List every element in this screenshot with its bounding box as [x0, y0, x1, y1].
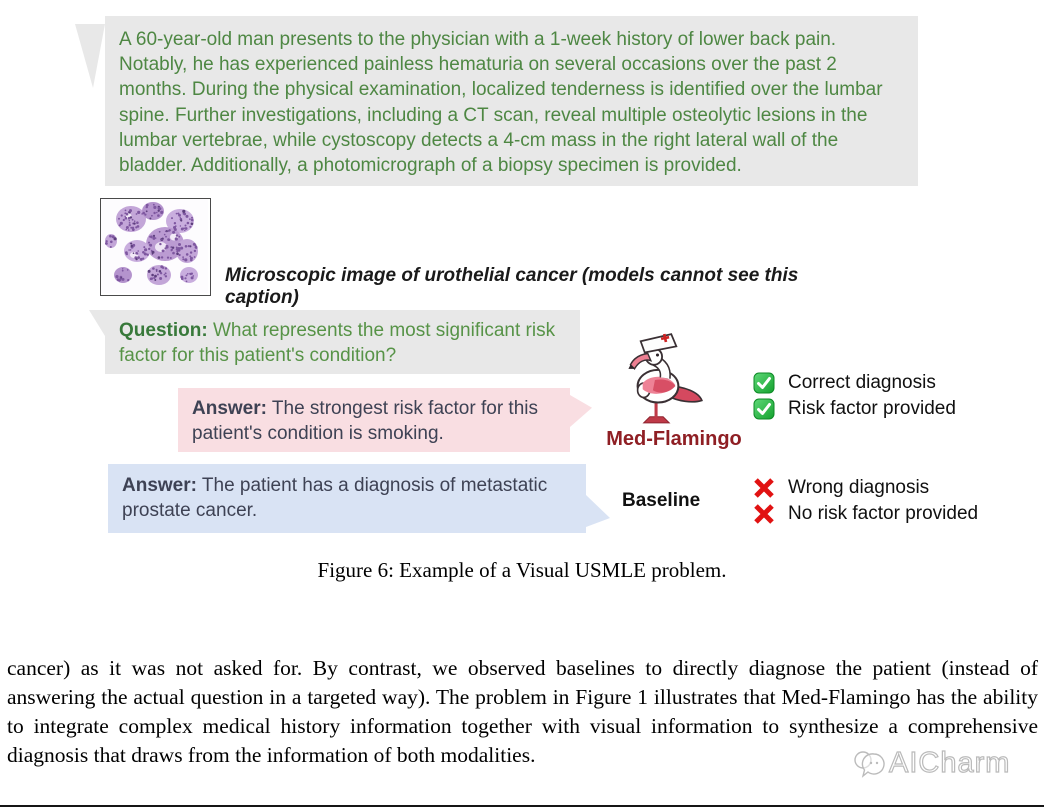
verdict-row	[753, 371, 956, 395]
question-text: What represents the most significant risk factor for this patient's condition?	[119, 320, 556, 366]
med-flamingo-name: Med-Flamingo	[606, 428, 742, 450]
baseline-answer-bubble	[108, 464, 586, 533]
histology-image	[100, 198, 211, 296]
histology-svg	[101, 199, 208, 293]
baseline-verdicts	[753, 476, 978, 526]
med-flamingo-answer-tail	[570, 395, 592, 427]
med-flamingo-logo	[606, 327, 710, 429]
verdict-text: Wrong diagnosis	[788, 477, 930, 498]
med-flamingo-verdicts	[753, 371, 956, 421]
verdict-row	[753, 476, 978, 500]
question-bubble	[105, 310, 580, 374]
image-caption: Microscopic image of urothelial cancer (models cannot see this caption)	[225, 265, 799, 308]
question-bubble-tail	[89, 310, 105, 336]
baseline-answer-text: The patient has a diagnosis of metastatic prostate cancer.	[122, 475, 548, 521]
med-flamingo-answer-bubble	[178, 388, 570, 452]
answer-label: Answer:	[122, 475, 197, 496]
baseline-answer-tail	[586, 495, 610, 527]
med-flamingo-answer-text: The strongest risk factor for this patient's condition is smoking.	[192, 398, 538, 444]
verdict-text: Risk factor provided	[788, 398, 956, 419]
watermark-text: AICharm	[889, 747, 1011, 779]
cross-icon	[753, 503, 775, 525]
verdict-text: No risk factor provided	[788, 503, 979, 524]
check-icon	[753, 372, 775, 394]
watermark-logo-icon	[852, 748, 888, 780]
answer-label: Answer:	[192, 398, 267, 419]
bottom-rule	[0, 805, 1044, 807]
verdict-text: Correct diagnosis	[788, 372, 936, 393]
watermark	[852, 747, 1010, 780]
body-paragraph: cancer) as it was not asked for. By contrast, we observed baselines to directly diagnose the patient (instead of answering the actual question in a targeted way). The problem in Figure 1 illustrates that Med-Flamingo has the ability to integrate complex medical history information together with visual information to synthesize a comprehensive diagnosis that draws from the information of both modalities.	[7, 656, 1038, 767]
flamingo-icon	[606, 327, 710, 429]
verdict-row	[753, 502, 978, 526]
check-icon	[753, 398, 775, 420]
question-label: Question:	[119, 320, 208, 341]
case-vignette-text: A 60-year-old man presents to the physician with a 1-week history of lower back pain. Notably, he has experienced painless hematuria on several occasions over the past 2 months. During the physical examination, localized tenderness is identified over the lumbar spine. Further investigations, including a CT scan, reveal multiple osteolytic lesions in the lumbar vertebrae, while cystoscopy detects a 4-cm mass in the right lateral wall of the bladder. Additionally, a photomicrograph of a biopsy specimen is provided.	[119, 29, 883, 177]
verdict-row	[753, 397, 956, 421]
baseline-name: Baseline	[622, 490, 701, 511]
case-vignette-bubble	[105, 16, 918, 186]
cross-icon	[753, 477, 775, 499]
case-bubble-tail	[75, 24, 105, 88]
figure-caption: Figure 6: Example of a Visual USMLE problem.	[317, 558, 727, 582]
